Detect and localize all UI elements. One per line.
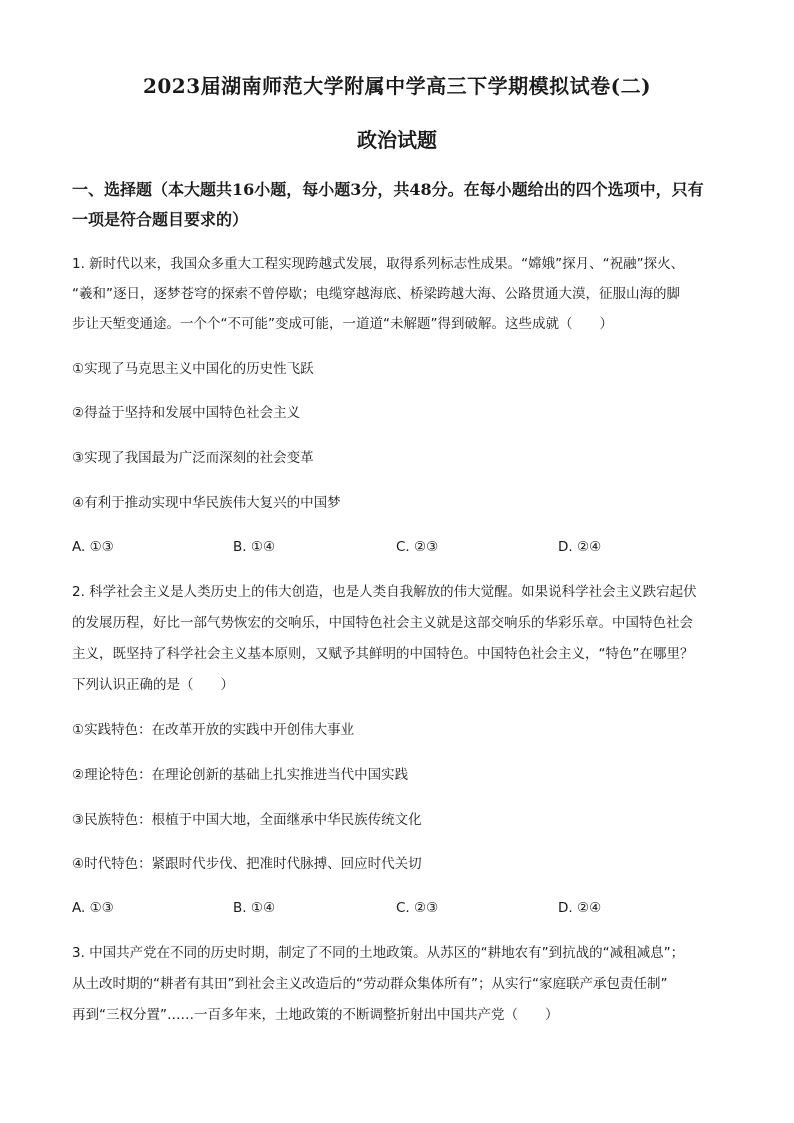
q3-stem-line: 再到“三权分置”……一百多年来，土地政策的不断调整折射出中国共产党（ ）	[72, 1007, 559, 1023]
q2-statement: ①实践特色：在改革开放的实践中开创伟大事业	[72, 722, 355, 738]
q2-option-d[interactable]: D. ②④	[558, 900, 602, 916]
q1-stem-line: “羲和”逐日，逐梦苍穹的探索不曾停歇；电缆穿越海底、桥梁跨越大海、公路贯通大漠，征服山海的脚	[72, 286, 680, 302]
q2-option-b[interactable]: B. ①④	[233, 900, 276, 916]
q1-option-a[interactable]: A. ①③	[72, 539, 114, 555]
q2-option-a[interactable]: A. ①③	[72, 900, 114, 916]
q1-option-b[interactable]: B. ①④	[233, 539, 276, 555]
q1-statement: ②得益于坚持和发展中国特色社会主义	[72, 405, 301, 421]
section-heading-line: 一、选择题（本大题共16小题，每小题3分，共48分。在每小题给出的四个选项中，只有	[72, 180, 704, 199]
q1-statement: ①实现了马克思主义中国化的历史性飞跃	[72, 361, 314, 377]
subject-title: 政治试题	[357, 128, 437, 152]
exam-title: 2023届湖南师范大学附属中学高三下学期模拟试卷(二)	[142, 74, 652, 98]
section-heading-line: 一项是符合题目要求的）	[72, 210, 249, 229]
q2-stem-line: 下列认识正确的是（ ）	[72, 677, 234, 693]
section-heading	[72, 175, 732, 235]
q2-statement: ③民族特色：根植于中国大地，全面继承中华民族传统文化	[72, 812, 422, 828]
q1-stem-line: 步让天堑变通途。一个个“不可能”变成可能，一道道“未解题”得到破解。这些成就（ ）	[72, 316, 613, 332]
q1-statement: ④有利于推动实现中华民族伟大复兴的中国梦	[72, 495, 341, 511]
q3-stem-line: 从土改时期的“耕者有其田”到社会主义改造后的“劳动群众集体所有”；从实行“家庭联产承包责任制”	[72, 976, 668, 992]
q1-stem-line: 1. 新时代以来，我国众多重大工程实现跨越式发展，取得系列标志性成果。“嫦娥”探月、“祝融”探火、	[72, 256, 685, 272]
q2-stem-line: 的发展历程，好比一部气势恢宏的交响乐，中国特色社会主义就是这部交响乐的华彩乐章。中国特色社会	[72, 615, 693, 631]
q2-statement: ④时代特色：紧跟时代步伐、把准时代脉搏、回应时代关切	[72, 856, 422, 872]
q2-statement: ②理论特色：在理论创新的基础上扎实推进当代中国实践	[72, 767, 409, 783]
q1-option-d[interactable]: D. ②④	[558, 539, 602, 555]
q2-stem-line: 2. 科学社会主义是人类历史上的伟大创造，也是人类自我解放的伟大觉醒。如果说科学社会主义跌宕起伏	[72, 584, 697, 600]
q3-stem-line: 3. 中国共产党在不同的历史时期，制定了不同的土地政策。从苏区的“耕地农有”到抗战的“减租减息”；	[72, 945, 685, 961]
q1-statement: ③实现了我国最为广泛而深刻的社会变革	[72, 450, 314, 466]
q2-option-c[interactable]: C. ②③	[396, 900, 439, 916]
q2-stem-line: 主义，既坚持了科学社会主义基本原则，又赋予其鲜明的中国特色。中国特色社会主义，“特色”在哪里？	[72, 646, 694, 662]
q1-option-c[interactable]: C. ②③	[396, 539, 439, 555]
